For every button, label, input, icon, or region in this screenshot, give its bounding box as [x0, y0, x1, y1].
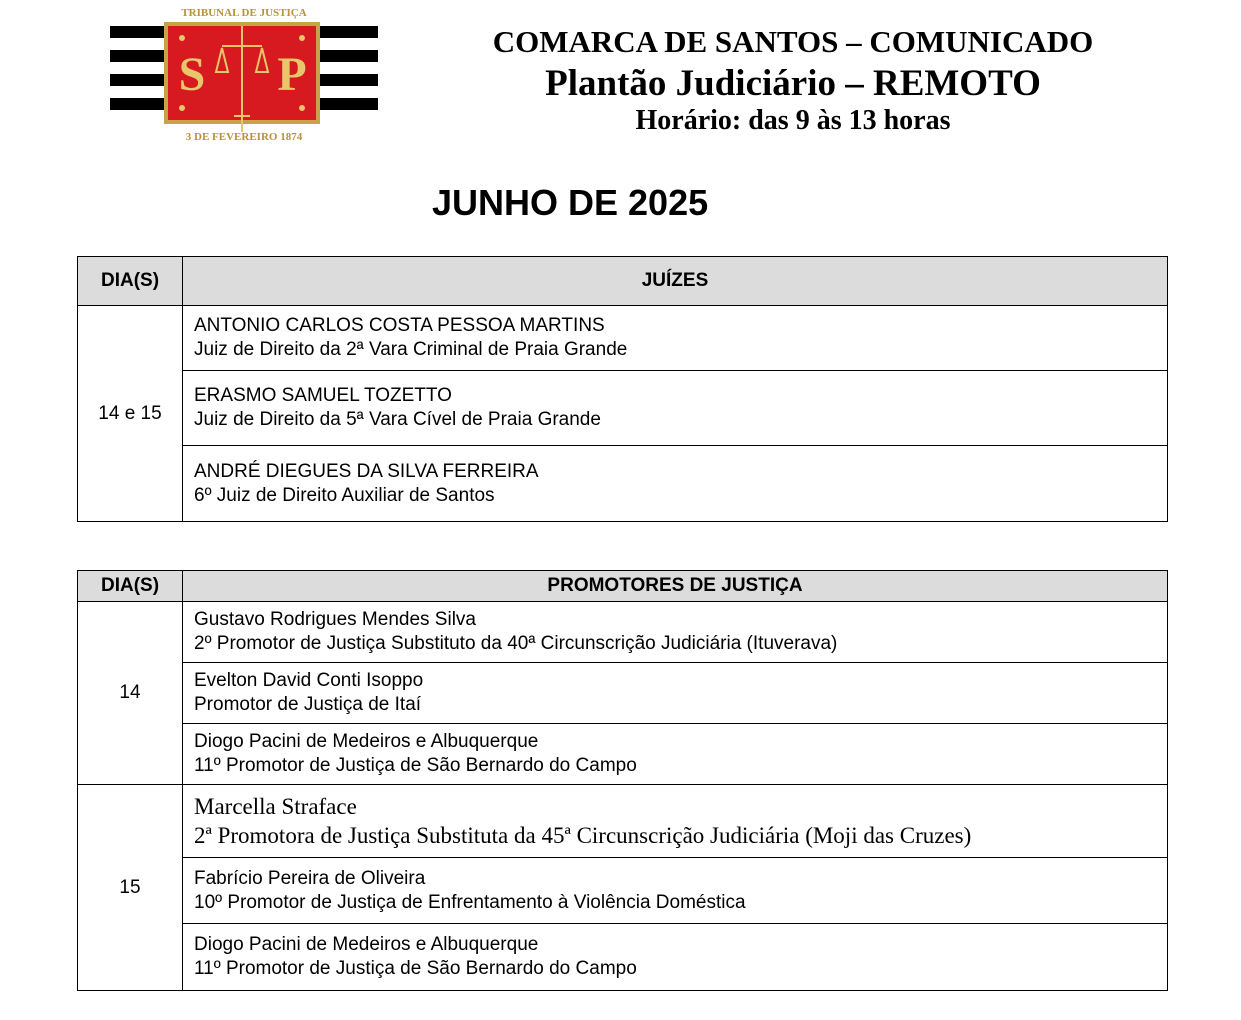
person-cell — [183, 858, 1168, 924]
prosecutors-table — [77, 570, 1168, 991]
table-row — [78, 371, 1168, 446]
person-cell — [183, 371, 1168, 446]
person-name: ERASMO SAMUEL TOZETTO — [194, 385, 452, 406]
table-row — [78, 924, 1168, 991]
judges-table — [77, 256, 1168, 522]
tjsp-logo — [110, 4, 378, 144]
day-cell: 14 e 15 — [78, 306, 183, 522]
person-role: 10º Promotor de Justiça de Enfrentamento à Violência Doméstica — [194, 891, 746, 913]
table-row — [78, 446, 1168, 522]
person-cell — [183, 446, 1168, 522]
person-name: ANTONIO CARLOS COSTA PESSOA MARTINS — [194, 315, 605, 336]
person-role: 11º Promotor de Justiça de São Bernardo do Campo — [194, 755, 637, 776]
table-row — [78, 785, 1168, 858]
logo-top-text: TRIBUNAL DE JUSTIÇA — [181, 7, 307, 19]
day-cell: 14 — [78, 602, 183, 785]
table-row — [78, 724, 1168, 785]
logo-right-letter: P — [277, 48, 307, 101]
header-title: COMARCA DE SANTOS – COMUNICADO — [492, 24, 1094, 59]
person-role: Juiz de Direito da 5ª Vara Cível de Praia Grande — [194, 409, 601, 430]
person-cell — [183, 924, 1168, 991]
person-cell — [183, 785, 1168, 858]
person-name: Evelton David Conti Isoppo — [194, 670, 424, 691]
person-role: 11º Promotor de Justiça de São Bernardo do Campo — [194, 958, 637, 979]
person-role: Promotor de Justiça de Itaí — [194, 694, 422, 715]
person-role: Juiz de Direito da 2ª Vara Criminal de Praia Grande — [194, 339, 628, 360]
column-header-day: DIA(S) — [78, 571, 183, 602]
person-role: 2º Promotor de Justiça Substituto da 40ª Circunscrição Judiciária (Ituverava) — [194, 633, 838, 654]
table-row — [78, 858, 1168, 924]
header-subtitle: Plantão Judiciário – REMOTO — [545, 63, 1041, 104]
header-hours: Horário: das 9 às 13 horas — [635, 105, 951, 136]
person-name: ANDRÉ DIEGUES DA SILVA FERREIRA — [194, 460, 539, 482]
person-name: Marcella Straface — [194, 794, 357, 819]
logo-bottom-text: 3 DE FEVEREIRO 1874 — [185, 131, 303, 143]
person-cell — [183, 663, 1168, 724]
column-header-names: JUÍZES — [183, 257, 1168, 306]
day-cell: 15 — [78, 785, 183, 991]
column-header-names: PROMOTORES DE JUSTIÇA — [183, 571, 1168, 602]
table-row — [78, 663, 1168, 724]
person-cell — [183, 306, 1168, 371]
month-title: JUNHO DE 2025 — [432, 182, 709, 223]
table-header-row — [78, 571, 1168, 602]
person-name: Diogo Pacini de Medeiros e Albuquerque — [194, 934, 539, 955]
table-row — [78, 306, 1168, 371]
column-header-day: DIA(S) — [78, 257, 183, 306]
person-name: Fabrício Pereira de Oliveira — [194, 867, 426, 889]
person-cell — [183, 724, 1168, 785]
table-header-row — [78, 257, 1168, 306]
table-row — [78, 602, 1168, 663]
person-name: Diogo Pacini de Medeiros e Albuquerque — [194, 731, 539, 752]
person-cell — [183, 602, 1168, 663]
person-name: Gustavo Rodrigues Mendes Silva — [194, 609, 476, 630]
logo-left-letter: S — [178, 48, 206, 101]
person-role: 2ª Promotora de Justiça Substituta da 45ª Circunscrição Judiciária (Moji das Cruzes) — [194, 823, 972, 848]
person-role: 6º Juiz de Direito Auxiliar de Santos — [194, 484, 495, 506]
